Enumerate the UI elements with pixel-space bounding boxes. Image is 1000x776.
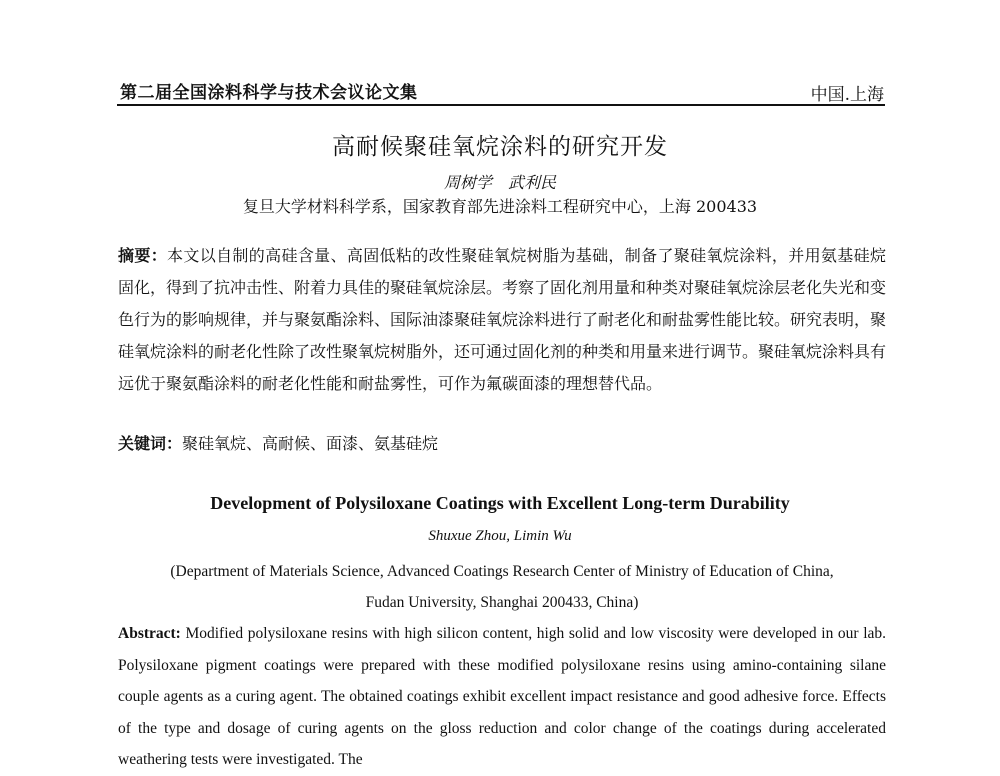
- chinese-abstract-text: 本文以自制的高硅含量、高固低粘的改性聚硅氧烷树脂为基础，制备了聚硅氧烷涂料，并用氨基硅烷固化，得到了抗冲击性、附着力具佳的聚硅氧烷涂层。考察了固化剂用量和种类对聚硅氧烷涂层老化失光和变色行为的影响规律，并与聚氨酯涂料、国际油漆聚硅氧烷涂料进行了耐老化和耐盐雾性能比较。研究表明，聚硅氧烷涂料的耐老化性除了改性聚氧烷树脂外，还可通过固化剂的种类和用量来进行调节。聚硅氧烷涂料具有远优于聚氨酯涂料的耐老化性能和耐盐雾性，可作为氟碳面漆的理想替代品。: [118, 246, 887, 393]
- english-abstract-label: Abstract:: [118, 625, 181, 642]
- chinese-authors: 周树学 武利民: [443, 173, 556, 192]
- chinese-abstract-label: 摘要：: [118, 246, 168, 265]
- chinese-abstract: [118, 240, 886, 400]
- chinese-affiliation: 复旦大学材料科学系，国家教育部先进涂料工程研究中心，上海 200433: [242, 197, 758, 216]
- chinese-keywords: [118, 428, 886, 460]
- chinese-keywords-text: 聚硅氧烷、高耐候、面漆、氨基硅烷: [182, 434, 439, 453]
- english-title: Development of Polysiloxane Coatings with Excellent Long-term Durability: [210, 493, 790, 513]
- english-affiliation-line-1: (Department of Materials Science, Advanced Coatings Research Center of Ministry of Education of China,: [170, 563, 834, 580]
- running-header-proceedings: 第二届全国涂料科学与技术会议论文集: [120, 83, 418, 103]
- header-rule: [117, 104, 885, 106]
- chinese-keywords-label: 关键词：: [118, 434, 183, 453]
- chinese-title: 高耐候聚硅氧烷涂料的研究开发: [332, 134, 668, 160]
- english-abstract: [118, 618, 886, 776]
- running-header-location: 中国.上海: [810, 85, 884, 105]
- english-abstract-text: Modified polysiloxane resins with high silicon content, high solid and low viscosity were developed in our lab. Polysiloxane pigment coatings were prepared with these modified polysiloxane resins using amino-containing silane couple agents as a curing agent. The obtained coatings exhibit excellent impact resistance and good adhesive force. Effects of the type and dosage of curing agents on the gloss reduction and color change of the coatings during accelerated weathering tests were investigated. The: [118, 625, 887, 768]
- english-affiliation: [118, 556, 886, 618]
- english-authors: Shuxue Zhou, Limin Wu: [428, 528, 572, 544]
- english-affiliation-line-2: Fudan University, Shanghai 200433, China): [365, 594, 639, 611]
